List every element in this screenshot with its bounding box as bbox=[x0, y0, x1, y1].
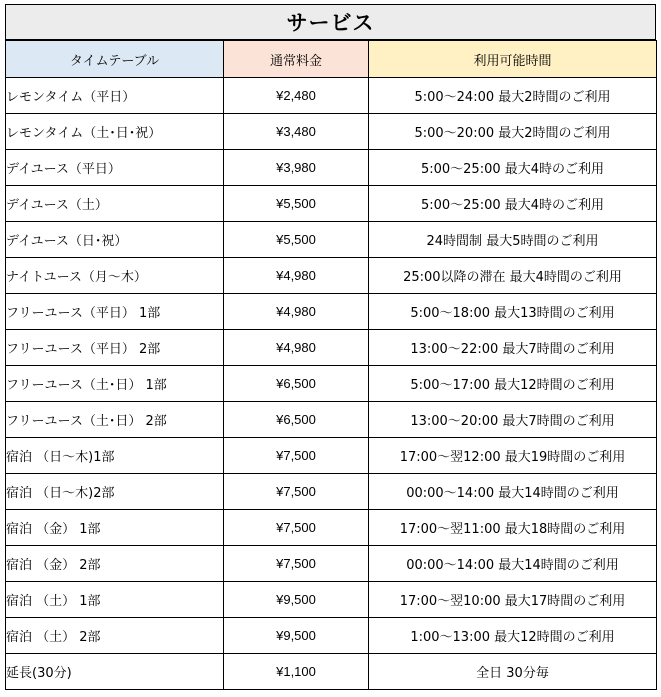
plan-price: ¥7,500 bbox=[224, 438, 369, 474]
plan-price: ¥5,500 bbox=[224, 222, 369, 258]
plan-hours: 13:00～20:00 最大7時間のご利用 bbox=[369, 402, 657, 438]
plan-hours: 17:00～翌12:00 最大19時間のご利用 bbox=[369, 438, 657, 474]
header-regular-price: 通常料金 bbox=[224, 41, 369, 78]
table-row bbox=[6, 438, 657, 474]
header-available-hours: 利用可能時間 bbox=[369, 41, 657, 78]
table-row bbox=[6, 330, 657, 366]
plan-name: レモンタイム（土･日･祝） bbox=[6, 114, 224, 150]
table-row bbox=[6, 582, 657, 618]
plan-name: デイユース（平日） bbox=[6, 150, 224, 186]
plan-hours: 17:00～翌10:00 最大17時間のご利用 bbox=[369, 582, 657, 618]
plan-name: フリーユース（土･日） 1部 bbox=[6, 366, 224, 402]
plan-price: ¥9,500 bbox=[224, 582, 369, 618]
plan-price: ¥4,980 bbox=[224, 294, 369, 330]
plan-price: ¥9,500 bbox=[224, 618, 369, 654]
table-row bbox=[6, 654, 657, 690]
plan-hours: 5:00～20:00 最大2時間のご利用 bbox=[369, 114, 657, 150]
table-row bbox=[6, 222, 657, 258]
plan-hours: 13:00～22:00 最大7時間のご利用 bbox=[369, 330, 657, 366]
plan-name: ナイトユース（月～木） bbox=[6, 258, 224, 294]
table-row bbox=[6, 114, 657, 150]
plan-name: フリーユース（土･日） 2部 bbox=[6, 402, 224, 438]
plan-name: 宿泊 （日～木)1部 bbox=[6, 438, 224, 474]
plan-hours: 5:00～24:00 最大2時間のご利用 bbox=[369, 78, 657, 114]
plan-hours: 17:00～翌11:00 最大18時間のご利用 bbox=[369, 510, 657, 546]
plan-name: フリーユース（平日） 2部 bbox=[6, 330, 224, 366]
table-row bbox=[6, 366, 657, 402]
plan-name: 宿泊 （土） 1部 bbox=[6, 582, 224, 618]
table-row bbox=[6, 618, 657, 654]
plan-hours: 5:00～25:00 最大4時のご利用 bbox=[369, 186, 657, 222]
plan-name: デイユース（日･祝） bbox=[6, 222, 224, 258]
plan-hours: 1:00～13:00 最大12時間のご利用 bbox=[369, 618, 657, 654]
price-table bbox=[5, 40, 657, 690]
plan-hours: 00:00～14:00 最大14時間のご利用 bbox=[369, 474, 657, 510]
table-row bbox=[6, 78, 657, 114]
plan-price: ¥3,480 bbox=[224, 114, 369, 150]
plan-name: フリーユース（平日） 1部 bbox=[6, 294, 224, 330]
plan-hours: 25:00以降の滞在 最大4時間のご利用 bbox=[369, 258, 657, 294]
plan-price: ¥6,500 bbox=[224, 402, 369, 438]
table-row bbox=[6, 510, 657, 546]
plan-name: 宿泊 （土） 2部 bbox=[6, 618, 224, 654]
plan-hours: 5:00～18:00 最大13時間のご利用 bbox=[369, 294, 657, 330]
plan-name: デイユース（土） bbox=[6, 186, 224, 222]
page-title: サービス bbox=[286, 11, 375, 35]
plan-price: ¥6,500 bbox=[224, 366, 369, 402]
page-title-bar bbox=[5, 4, 656, 40]
plan-hours: 00:00～14:00 最大14時間のご利用 bbox=[369, 546, 657, 582]
plan-name: レモンタイム（平日） bbox=[6, 78, 224, 114]
plan-name: 延長(30分) bbox=[6, 654, 224, 690]
plan-hours: 24時間制 最大5時間のご利用 bbox=[369, 222, 657, 258]
table-row bbox=[6, 150, 657, 186]
table-row bbox=[6, 546, 657, 582]
plan-price: ¥2,480 bbox=[224, 78, 369, 114]
table-row bbox=[6, 186, 657, 222]
plan-price: ¥7,500 bbox=[224, 474, 369, 510]
plan-price: ¥4,980 bbox=[224, 258, 369, 294]
plan-price: ¥1,100 bbox=[224, 654, 369, 690]
plan-price: ¥7,500 bbox=[224, 546, 369, 582]
table-row bbox=[6, 474, 657, 510]
header-timetable: タイムテーブル bbox=[6, 41, 224, 78]
plan-hours: 5:00～25:00 最大4時のご利用 bbox=[369, 150, 657, 186]
table-row bbox=[6, 294, 657, 330]
table-row bbox=[6, 258, 657, 294]
table-row bbox=[6, 402, 657, 438]
plan-price: ¥3,980 bbox=[224, 150, 369, 186]
plan-name: 宿泊 （金） 2部 bbox=[6, 546, 224, 582]
plan-name: 宿泊 （日～木)2部 bbox=[6, 474, 224, 510]
plan-hours: 5:00～17:00 最大12時間のご利用 bbox=[369, 366, 657, 402]
plan-price: ¥4,980 bbox=[224, 330, 369, 366]
plan-price: ¥5,500 bbox=[224, 186, 369, 222]
plan-name: 宿泊 （金） 1部 bbox=[6, 510, 224, 546]
plan-price: ¥7,500 bbox=[224, 510, 369, 546]
table-header-row bbox=[6, 41, 657, 78]
plan-hours: 全日 30分毎 bbox=[369, 654, 657, 690]
